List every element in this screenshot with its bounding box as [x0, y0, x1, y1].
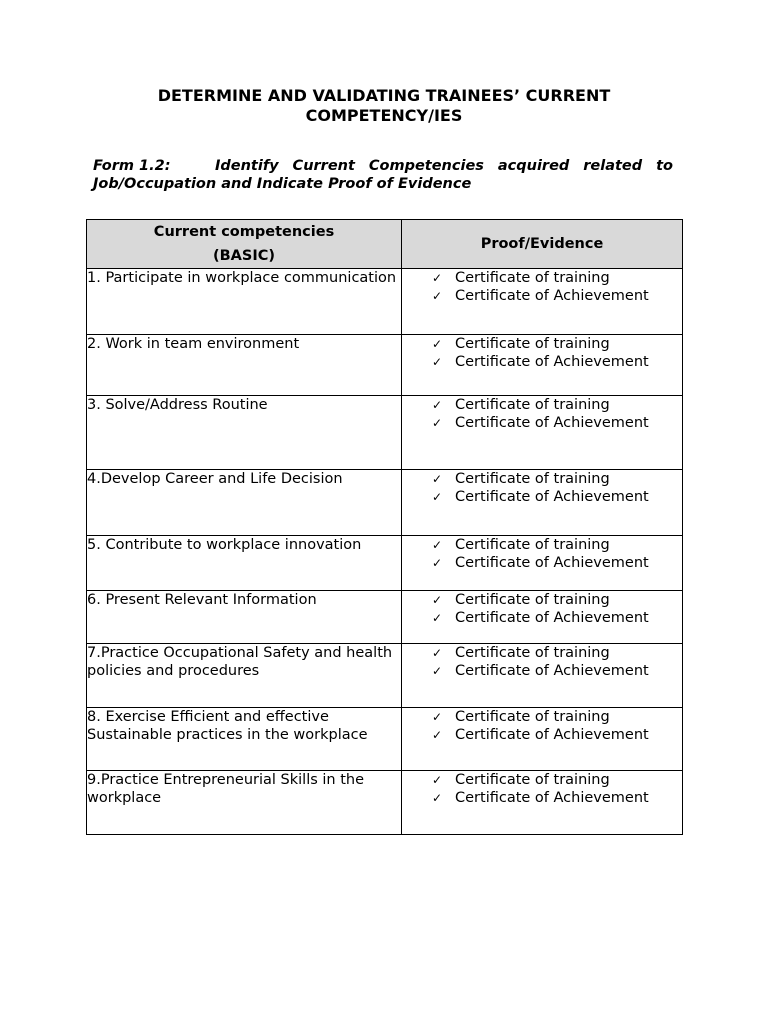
proof-item-label: Certificate of Achievement — [455, 555, 649, 571]
table-row — [87, 335, 683, 396]
proof-item — [432, 591, 682, 609]
form-label: Form 1.2: — [93, 158, 171, 174]
proof-item — [432, 287, 682, 305]
proof-item — [432, 644, 682, 662]
proof-item-label: Certificate of Achievement — [455, 489, 649, 505]
competency-cell: 4.Develop Career and Life Decision — [87, 470, 402, 536]
table-header-row — [87, 220, 683, 269]
checkmark-icon: ✓ — [432, 611, 443, 625]
proof-cell — [402, 644, 683, 708]
checkmark-icon: ✓ — [432, 490, 443, 504]
competency-cell: 1. Participate in workplace communication — [87, 269, 402, 335]
competency-cell: 3. Solve/Address Routine — [87, 396, 402, 470]
proof-item-label: Certificate of training — [455, 336, 610, 352]
proof-item-label: Certificate of Achievement — [455, 727, 649, 743]
proof-list — [402, 269, 682, 305]
proof-item-label: Certificate of training — [455, 471, 610, 487]
checkmark-icon: ✓ — [432, 416, 443, 430]
table-row — [87, 771, 683, 835]
proof-list — [402, 591, 682, 627]
proof-item — [432, 353, 682, 371]
proof-cell — [402, 591, 683, 644]
table-row — [87, 591, 683, 644]
header-right-label: Proof/Evidence — [480, 236, 604, 252]
competency-cell: 5. Contribute to workplace innovation — [87, 536, 402, 591]
proof-list — [402, 335, 682, 371]
proof-item-label: Certificate of training — [455, 270, 610, 286]
proof-item-label: Certificate of Achievement — [455, 663, 649, 679]
table-row — [87, 269, 683, 335]
proof-item-label: Certificate of Achievement — [455, 415, 649, 431]
proof-cell — [402, 708, 683, 771]
proof-item — [432, 789, 682, 807]
checkmark-icon: ✓ — [432, 289, 443, 303]
header-proof-evidence — [402, 220, 683, 269]
proof-item-label: Certificate of training — [455, 537, 610, 553]
proof-item — [432, 335, 682, 353]
checkmark-icon: ✓ — [432, 593, 443, 607]
page-title — [0, 86, 768, 126]
proof-cell — [402, 771, 683, 835]
competency-cell: 7.Practice Occupational Safety and health policies and procedures — [87, 644, 402, 708]
proof-item — [432, 269, 682, 287]
proof-item — [432, 726, 682, 744]
page-title-line-1: DETERMINE AND VALIDATING TRAINEES’ CURRENT — [157, 86, 611, 105]
form-caption-text-2: Job/Occupation and Indicate Proof of Evidence — [93, 176, 472, 192]
proof-item — [432, 414, 682, 432]
competency-cell: 6. Present Relevant Information — [87, 591, 402, 644]
table-body — [87, 269, 683, 835]
proof-item-label: Certificate of Achievement — [455, 790, 649, 806]
proof-list — [402, 644, 682, 680]
proof-item — [432, 708, 682, 726]
proof-item — [432, 771, 682, 789]
table-row — [87, 708, 683, 771]
header-current-competencies — [87, 220, 402, 269]
checkmark-icon: ✓ — [432, 398, 443, 412]
competency-cell: 9.Practice Entrepreneurial Skills in the workplace — [87, 771, 402, 835]
proof-list — [402, 396, 682, 432]
proof-cell — [402, 335, 683, 396]
table-row — [87, 470, 683, 536]
checkmark-icon: ✓ — [432, 271, 443, 285]
proof-item-label: Certificate of training — [455, 709, 610, 725]
checkmark-icon: ✓ — [432, 538, 443, 552]
checkmark-icon: ✓ — [432, 728, 443, 742]
header-left-line-1: Current competencies — [153, 224, 335, 240]
proof-item-label: Certificate of Achievement — [455, 288, 649, 304]
competency-cell: 8. Exercise Efficient and effective Sustainable practices in the workplace — [87, 708, 402, 771]
proof-item — [432, 470, 682, 488]
checkmark-icon: ✓ — [432, 646, 443, 660]
checkmark-icon: ✓ — [432, 710, 443, 724]
table-row — [87, 644, 683, 708]
proof-cell — [402, 269, 683, 335]
form-caption-text-1: Identify Current Competencies acquired related to — [215, 158, 673, 174]
table-row — [87, 536, 683, 591]
proof-list — [402, 771, 682, 807]
page-title-line-2: COMPETENCY/IES — [305, 106, 463, 125]
checkmark-icon: ✓ — [432, 773, 443, 787]
proof-cell — [402, 396, 683, 470]
proof-list — [402, 470, 682, 506]
proof-item — [432, 609, 682, 627]
checkmark-icon: ✓ — [432, 472, 443, 486]
proof-item — [432, 662, 682, 680]
proof-item — [432, 488, 682, 506]
form-caption — [93, 157, 673, 193]
proof-item-label: Certificate of Achievement — [455, 610, 649, 626]
proof-item-label: Certificate of training — [455, 772, 610, 788]
proof-item-label: Certificate of Achievement — [455, 354, 649, 370]
table-row — [87, 396, 683, 470]
proof-item-label: Certificate of training — [455, 397, 610, 413]
header-left-line-2: (BASIC) — [212, 248, 275, 264]
proof-list — [402, 536, 682, 572]
proof-item — [432, 396, 682, 414]
checkmark-icon: ✓ — [432, 556, 443, 570]
proof-cell — [402, 470, 683, 536]
checkmark-icon: ✓ — [432, 355, 443, 369]
proof-item-label: Certificate of training — [455, 645, 610, 661]
proof-list — [402, 708, 682, 744]
competency-cell: 2. Work in team environment — [87, 335, 402, 396]
checkmark-icon: ✓ — [432, 337, 443, 351]
form-caption-line-1 — [93, 157, 673, 175]
checkmark-icon: ✓ — [432, 664, 443, 678]
proof-item — [432, 536, 682, 554]
competency-table — [86, 219, 683, 835]
checkmark-icon: ✓ — [432, 791, 443, 805]
proof-item — [432, 554, 682, 572]
proof-cell — [402, 536, 683, 591]
proof-item-label: Certificate of training — [455, 592, 610, 608]
